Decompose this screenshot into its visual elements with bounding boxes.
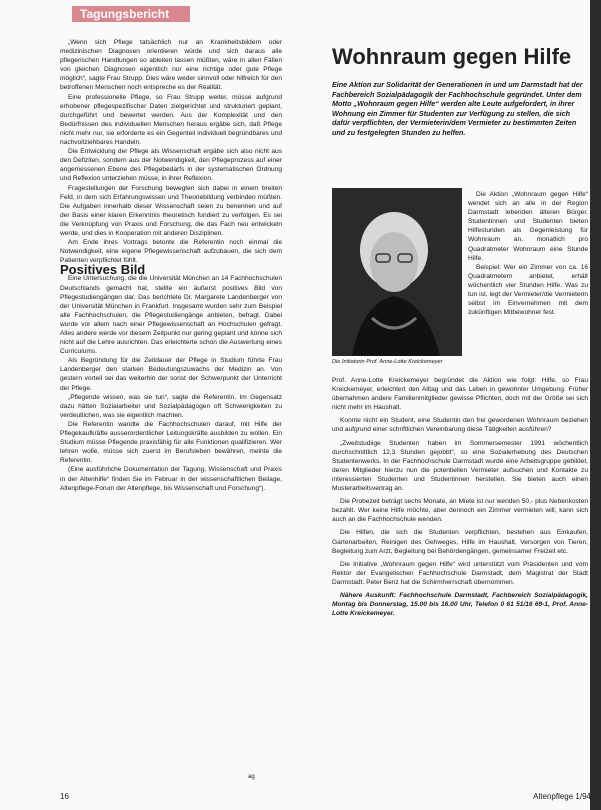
- article-paragraph: (Eine ausführliche Dokumentation der Tagung, Wissenschaft und Praxis in der Altenhilfe“ finden Sie im Februar in der wissenschaftlichen Beilage, Altenpflege-Forum der Altenpflege, bis Wissenschaft und Forschung“).: [60, 466, 282, 492]
- article-paragraph: Konnte nicht ein Student, eine Studentin den frei gewordenen Wohnraum beziehen und aufgrund einer schriftlichen Vereinbarung diese Tätigkeiten ausführen?: [332, 417, 588, 434]
- article-paragraph: Prof. Anne-Lotte Kreickemeyer begründet die Aktion wie folgt: Hilfe, so Frau Kreickemeyer, erleichtert den Alltag und das Leben in gewohnter Umgebung. Früher übernahmen andere Familienmitglieder gewisse Pflichten, doch mit der Größe sei sich nicht mehr im Haushalt.: [332, 377, 588, 412]
- article-paragraph: „Zweitstudiige Studenten haben im Sommersemester 1991 wöchentlich durchschnittlich 12,3 Stunden gejobbt“, so eine Sozialerhebung des Deutschen Studentenwerks. In der Fachhochschule Darmstadt wurde eine Arbeitsgruppe gebildet, deren Mitglieder hierzu nun die potentiellen Vermieter aufsuchen und Kontakte zu interessierten Studenten und Studentinnen herstellen. Sie bieten auch einen Musterarbeitsvertrag an.: [332, 439, 588, 493]
- article-paragraph: Die Hilfen, die sich die Studenten verpflichten, bestehen aus Einkaufen, Gartenarbeiten, Reinigen des Gehweges, Hilfe im Haushalt, Versorgen von Tieren, Begleitung zum Arzt, Begleitung bei Behördengängen, gemeinsamer Freizeit etc.: [332, 529, 588, 555]
- article-paragraph: Als Begründung für die Zeitdauer der Pflege in Studium führte Frau Landenberger den starken Bedeutungszuwachs der Medizin an. Von gestern vorteil sei das weiterhin der sonst der Schwerpunkt der Unterricht der Pflege.: [60, 357, 282, 392]
- section-tag: Tagungsbericht: [72, 6, 190, 22]
- section-heading: Positives Bild: [60, 262, 146, 278]
- article-paragraph: Eine professionelle Pflege, so Frau Strupp weiter, müsse aufgrund erhobener pflegespezifischer Daten zielgerichtet und strukturiert geplant, durchgeführt und bewertet werden. Aus der Komplexität und den Bedürfnissen des individuellen Menschen heraus ergäbe sich, daß Pflege nicht mehr nur, sie erforderte es ein Gegenteil individuell begründbares und nachvollziehbares Handeln.: [60, 93, 282, 147]
- article-paragraph: Fragestellungen der Forschung bewegten sich dabei in einem breiten Feld, in dem sich Erfahrungswissen und Theoriebildung verbinden müßten. Die Aufgaben innerhalb dieser Wissenschaft seien zu benennen und auf der Basis einer klaren Erkenntnis theoretisch fundiert zu verfolgen. Es sei die Verknüpfung von Praxis und Forschung, die das Fach neu entwickeln werde, und dies in Kooperation mit anderen Disziplinen.: [60, 184, 282, 237]
- author-mark: ag: [248, 774, 255, 780]
- article-paragraph: Die Probezeit beträgt sechs Monate, an Miete ist nur wenden 50,- plus Nebenkosten bezahlt. Wer keine Hilfe möchte, aber dennoch ein Zimmer vermieten will, kann sich auch an die Fachhochschule wenden.: [332, 498, 588, 524]
- article-paragraph: Die Initiative „Wohnraum gegen Hilfe“ wird unterstützt vom Präsidenten und vom Rektor der Evangelischen Fachhochschule Darmstadt, dem Magistrat der Stadt Darmstadt. Peter Benz hat die Schirmherrschaft übernommen.: [332, 560, 588, 586]
- magazine-issue: Altenpflege 1/94: [533, 792, 591, 801]
- article-paragraph: Beispiel: Wer ein Zimmer von ca. 16 Quadratmetern anbietet, erhält wöchentlich vier Stunden Hilfe. Was zu tun ist, legt der Vermieter/die Vermieterin selbst im Einvernehmen mit dem zukünftigen Mitbewohner fest.: [468, 263, 588, 317]
- page-number: 16: [60, 792, 69, 801]
- article-paragraph: Die Entwicklung der Pflege als Wissenschaft ergäbe sich also nicht aus den Defiziten, sondern aus der Notwendigkeit, den Pflegeprozess auf einer angemessenen Ebene des Pflegebedarfs in der systematischen Ordnung und Reflexion unterziehen müsse, in ihrer Reflexion.: [60, 148, 282, 183]
- article-paragraph: Die Aktion „Wohnraum gegen Hilfe“ wendet sich an alle in der Region Darmstadt lebenden älteren Bürger. Studentinnen und Studenten bieten Hilfestunden als Gegenleistung für Wohnraum an, monatlich pro Quadratmeter Wohnraum eine Stunde Hilfe.: [468, 191, 588, 262]
- right-article-body: [332, 376, 588, 622]
- article-paragraph: „Wenn sich Pflege tatsächlich nur an Krankheitsbildern oder medizinischen Diagnosen orientieren würde und sich daraus alle pflegerischen Handlungen so ableiten lassen müßten, wäre in allen Fällen von gleichen Diagnosen eigentlich nur eine richtige oder gute Pflege möglich“, sagte Frau Strupp. Dies wäre weder sinnvoll oder hilfreich für den betroffenen Menschen noch entspreche es der Realität.: [60, 39, 282, 92]
- article-lead: Eine Aktion zur Solidarität der Generationen in und um Darmstadt hat der Fachbereich Sozialpädagogik der Fachhochschule gegründet. Unter dem Motto „Wohnraum gegen Hilfe“ werden alte Leute aufgefordert, in ihrer Wohnung ein Zimmer für Studenten zur Verfügung zu stellen, die sich dafür verpflichten, der Vermieterin/dem Vermieter zu bestimmten Zeiten und zu festgelegten Stunden zu helfen.: [332, 80, 583, 137]
- sidebar-article-header: [322, 40, 590, 144]
- portrait-photo-block: [332, 188, 462, 376]
- article-title: Wohnraum gegen Hilfe: [332, 44, 572, 69]
- article-paragraph: Die Referentin wandte die Fachhochschulen darauf, mit Hilfe der Pflegekaufkräfte ausserordentlicher Leitungskräfte ausbilden zu wollen. Ein Studium müsse Pflegende praxisfähig für alle Funktionen qualifizieren. Wer lehren wolle, müsse sich zuerst im Berufsleben bewähren, meinte die Referentin.: [60, 420, 282, 465]
- left-article-column: [60, 38, 282, 493]
- page-binding-edge: [590, 0, 601, 810]
- photo-caption: Die Initiatorin Prof. Anne-Lotte Kreickemeyer: [332, 359, 443, 365]
- portrait-photo: [332, 188, 462, 356]
- photo-side-text: [468, 190, 588, 317]
- article-paragraph: Am Ende ihres Vortrags betonte die Referentin noch einmal die Notwendigkeit, eine eigene Pflegewissenschaft aufzubauen, die sich dem Patienten verpflichtet fühlt.: [60, 239, 282, 265]
- contact-note: Nähere Auskunft: Fachhochschule Darmstadt, Fachbereich Sozialpädagogik, Montag bis Donnerstag, 15.00 bis 16.00 Uhr, Telefon 0 61 51/16 69-1, Prof. Anne-Lotte Kreickemeyer.: [332, 591, 588, 618]
- article-paragraph: „Pflegende wissen, was sie tun“, sagte die Referentin. Im Gegensatz dazu hätten Sozialarbeiter und Sozialpädagogen oft Schwierigkeiten zu verdeutlichen, was sie eigentlich machten.: [60, 393, 282, 419]
- article-paragraph: Eine Untersuchung, die die Universität München an 14 Fachhochschulen Deutschlands gemacht hat, stellte ein äußerst positives Bild von Pflegestudiengängen dar. Das berichtete Dr. Margarete Landenberger von der Universität München in Frankfurt. Insgesamt wurden sehr zum Beispiel alle Fachhochschulen, die Pflegestudiengänge anbieten, befragt. Dabei wurde vor allem nach einer Pflegewissenschaft an Hochschulen gefragt. Alles andere werde vor diesem Zeitpunkt nur gering geplant und könne sich nicht auf die Lehre ausrichten. Das erleichterte schon die Auswertung eines Curriculums.: [60, 275, 282, 356]
